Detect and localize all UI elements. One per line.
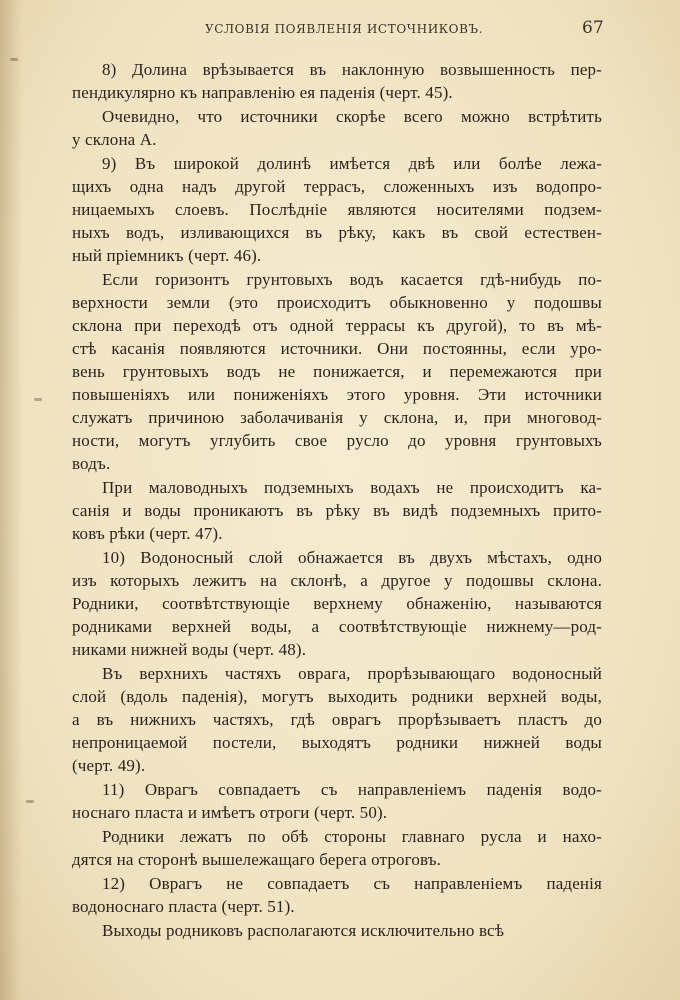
- text-line: ныхъ водъ, изливающихся въ рѣку, какъ въ свой естествен-: [72, 223, 602, 242]
- text-line: водоноснаго пласта (черт. 51).: [72, 897, 295, 916]
- text-line: 8) Долина врѣзывается въ наклонную возвышенность пер-: [102, 60, 602, 79]
- text-line: Если горизонтъ грунтовыхъ водъ касается гдѣ-нибудь по-: [102, 270, 602, 289]
- page-number: 67: [582, 18, 604, 38]
- text-line: 10) Водоносный слой обнажается въ двухъ мѣстахъ, одно: [102, 548, 602, 567]
- text-line: непроницаемой постели, выходятъ родники нижней воды: [72, 733, 602, 752]
- margin-mark: [34, 398, 42, 401]
- text-line: ницаемыхъ слоевъ. Послѣдніе являются носителями подзем-: [72, 200, 602, 219]
- text-line: ковъ рѣки (черт. 47).: [72, 524, 223, 543]
- paragraph: [72, 778, 602, 824]
- text-line: 9) Въ широкой долинѣ имѣется двѣ или болѣе лежа-: [102, 154, 602, 173]
- paragraph: [72, 105, 602, 151]
- page-header: [0, 18, 680, 42]
- margin-mark: [26, 800, 34, 803]
- page-gutter-shadow: [0, 0, 22, 1000]
- text-line: служатъ причиною заболачиванія у склона, и, при многовод-: [72, 408, 602, 427]
- paragraph: [72, 152, 602, 267]
- paragraph: [72, 58, 602, 104]
- text-line: Въ верхнихъ частяхъ оврага, прорѣзывающаго водоносный: [102, 664, 602, 683]
- text-line: щихъ одна надъ другой террасъ, сложенныхъ изъ водопро-: [72, 177, 602, 196]
- text-line: 12) Оврагъ не совпадаетъ съ направленіемъ паденія: [102, 874, 602, 893]
- text-line: Очевидно, что источники скорѣе всего можно встрѣтить: [102, 107, 602, 126]
- text-line: верхности земли (это происходитъ обыкновенно у подошвы: [72, 293, 602, 312]
- text-line: Родники лежатъ по обѣ стороны главнаго русла и нахо-: [102, 827, 602, 846]
- body-text: [72, 58, 602, 943]
- text-line: При маловодныхъ подземныхъ водахъ не происходитъ ка-: [102, 478, 602, 497]
- text-line: Выходы родниковъ располагаются исключительно всѣ: [102, 921, 505, 940]
- text-line: а въ нижнихъ частяхъ, гдѣ оврагъ прорѣзываетъ пластъ до: [72, 710, 602, 729]
- running-title: УСЛОВІЯ ПОЯВЛЕНІЯ ИСТОЧНИКОВЪ.: [205, 22, 484, 36]
- paragraph: [72, 825, 602, 871]
- margin-mark: [10, 58, 18, 61]
- paragraph: [72, 662, 602, 777]
- text-line: водъ.: [72, 454, 111, 473]
- text-line: никами нижней воды (черт. 48).: [72, 640, 307, 659]
- paragraph: [72, 546, 602, 661]
- paragraph: [72, 268, 602, 475]
- paragraph: [72, 919, 602, 942]
- text-line: дятся на сторонѣ вышележащаго берега отроговъ.: [72, 850, 442, 869]
- text-line: (черт. 49).: [72, 756, 146, 775]
- text-line: носнаго пласта и имѣетъ отроги (черт. 50).: [72, 803, 388, 822]
- text-line: изъ которыхъ лежитъ на склонѣ, а другое у подошвы склона.: [72, 571, 602, 590]
- text-line: 11) Оврагъ совпадаетъ съ направленіемъ паденія водо-: [102, 780, 602, 799]
- text-line: ности, могутъ углубить свое русло до уровня грунтовыхъ: [72, 431, 602, 450]
- text-line: стѣ касанія появляются источники. Они постоянны, если уро-: [72, 339, 602, 358]
- text-line: склона при переходѣ отъ одной террасы къ другой), то въ мѣ-: [72, 316, 602, 335]
- paragraph: [72, 476, 602, 545]
- text-line: Родники, соотвѣтствующіе верхнему обнаженію, называются: [72, 594, 602, 613]
- text-line: повышеніяхъ или пониженіяхъ этого уровня. Эти источники: [72, 385, 602, 404]
- paragraph: [72, 872, 602, 918]
- text-line: пендикулярно къ направленію ея паденія (черт. 45).: [72, 83, 453, 102]
- text-line: родниками верхней воды, а соотвѣтствующіе нижнему—род-: [72, 617, 602, 636]
- text-line: у склона А.: [72, 130, 157, 149]
- text-line: вень грунтовыхъ водъ не понижается, и перемежаются при: [72, 362, 602, 381]
- text-line: ный пріемникъ (черт. 46).: [72, 246, 262, 265]
- text-line: санія и воды проникаютъ въ рѣку въ видѣ подземныхъ прито-: [72, 501, 602, 520]
- text-line: слой (вдоль паденія), могутъ выходить родники верхней воды,: [72, 687, 602, 706]
